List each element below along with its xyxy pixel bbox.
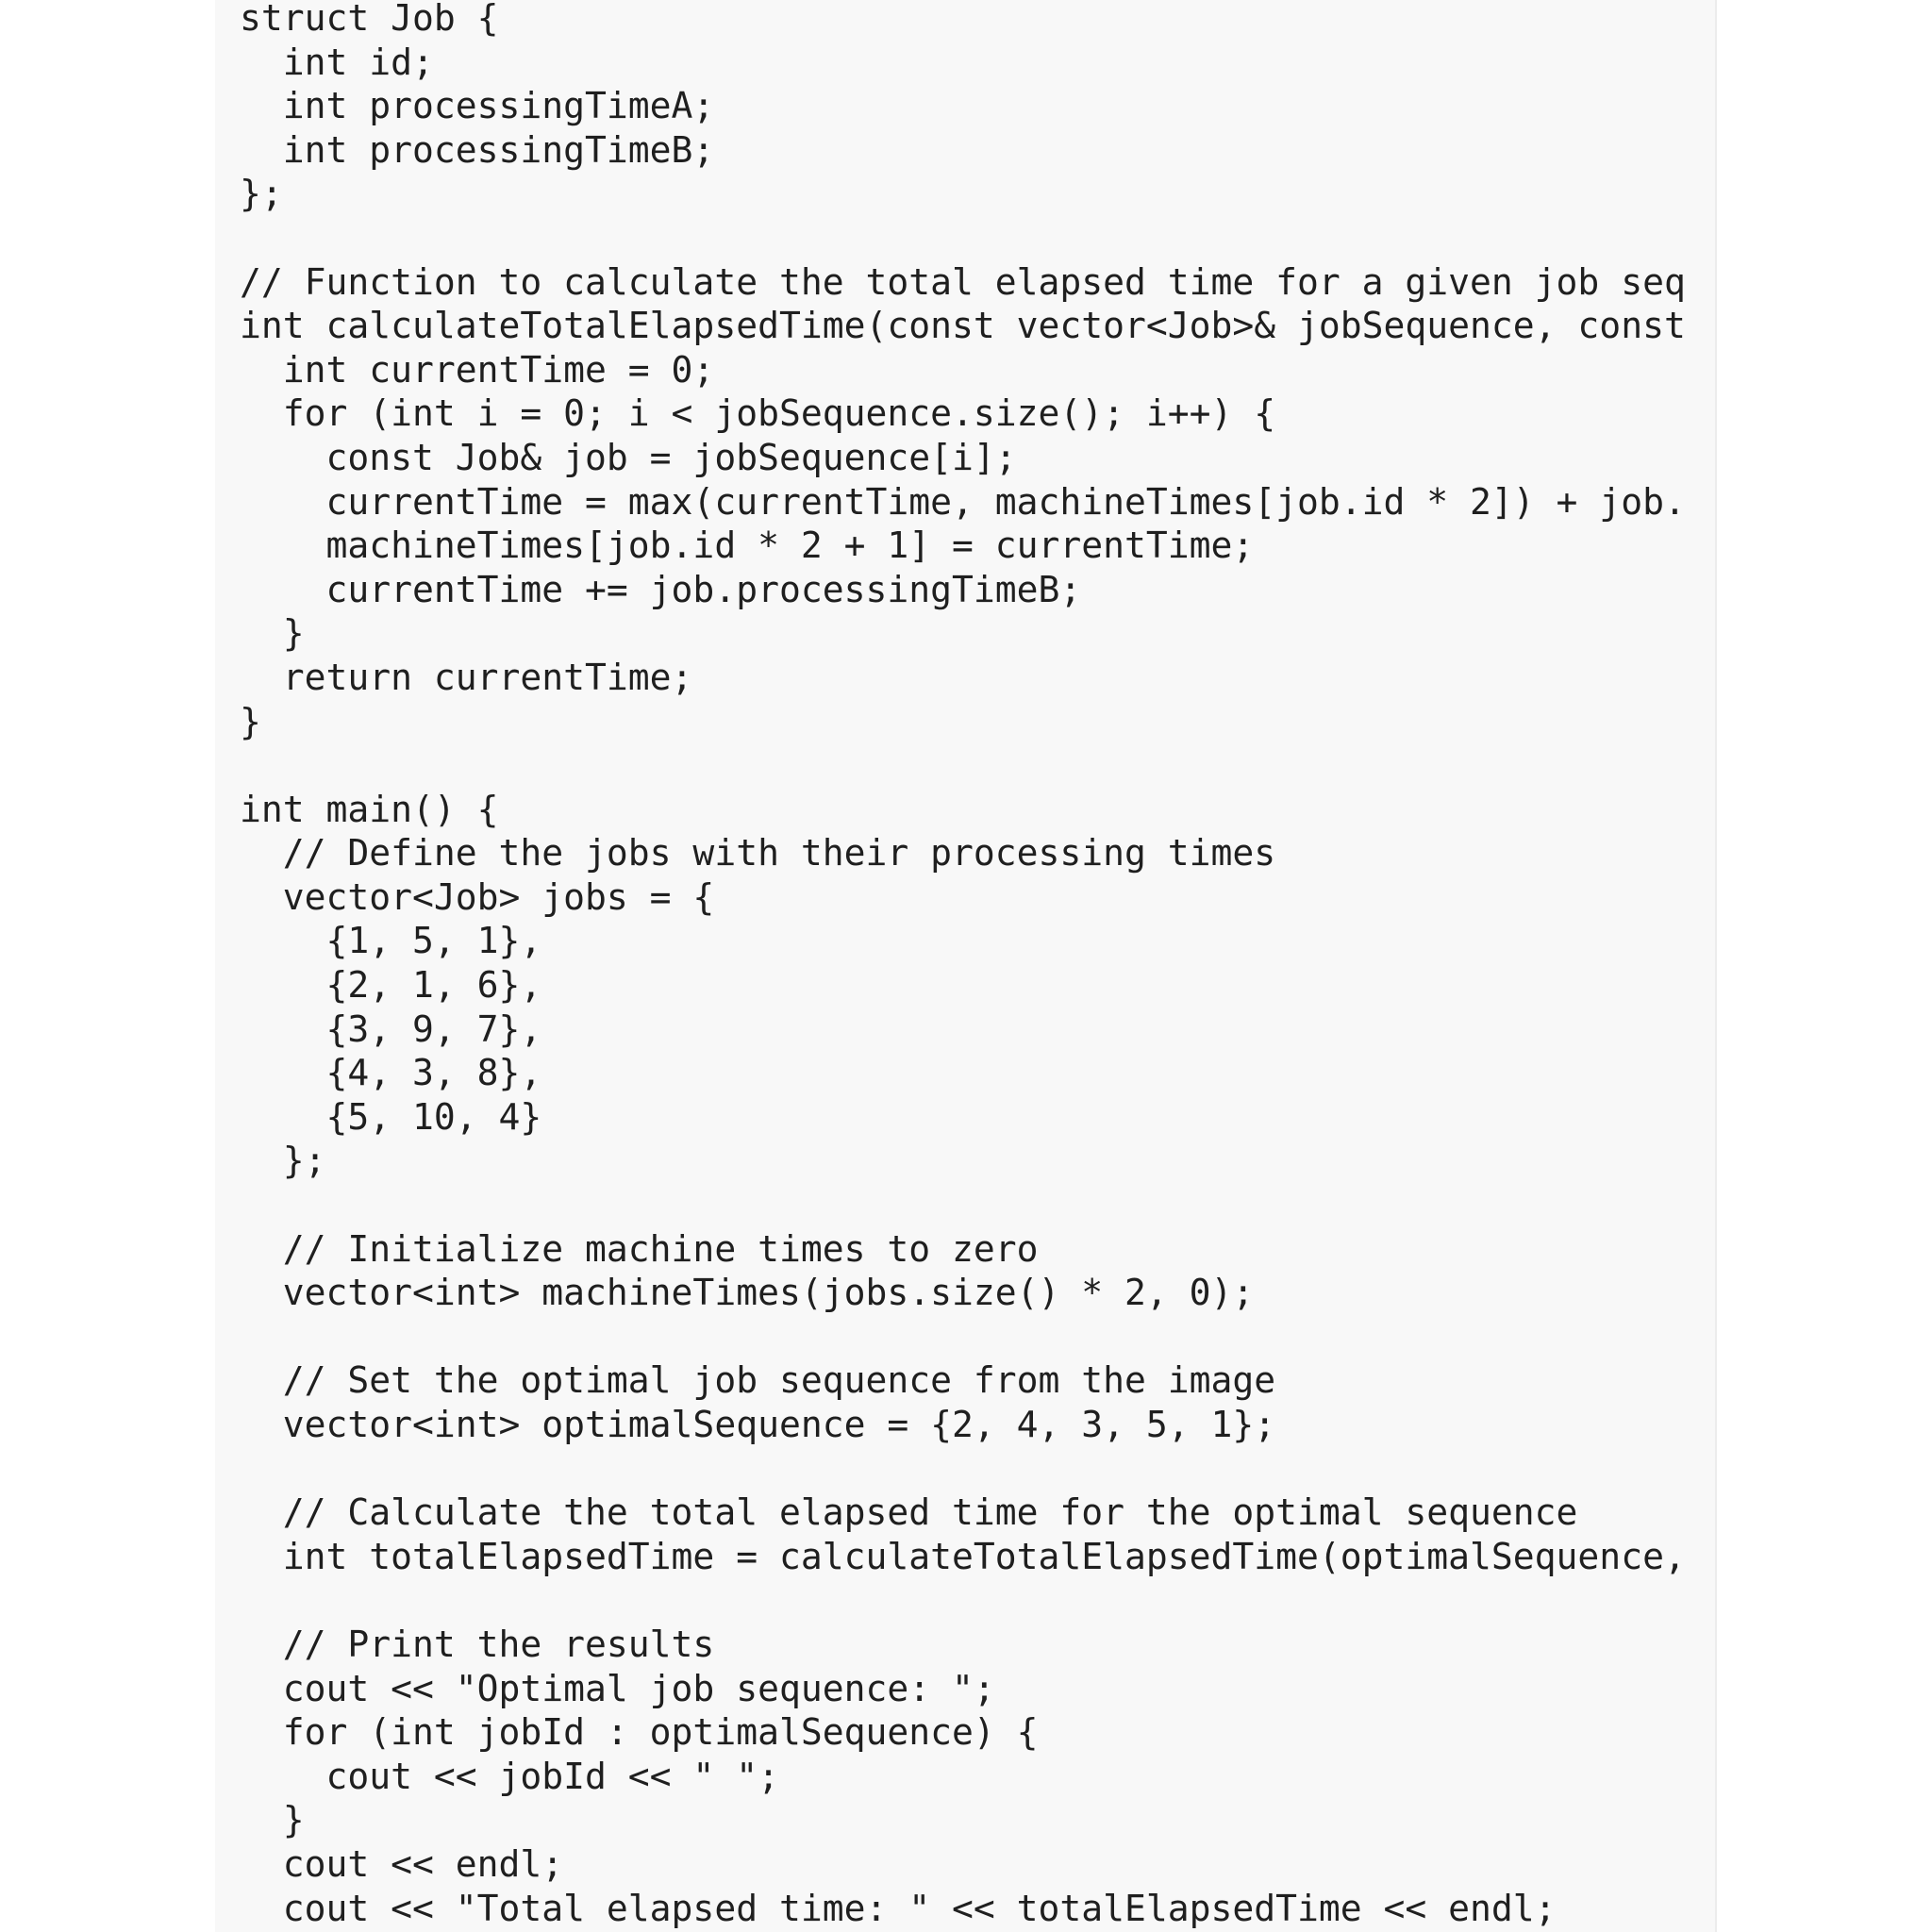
code-line-36: int totalElapsedTime = calculateTotalElapsedTime(optimalSequence, (240, 1535, 1686, 1577)
code-line-35: // Calculate the total elapsed time for the optimal sequence (240, 1491, 1578, 1534)
code-line-7: // Function to calculate the total elapsed time for a given job seq (240, 260, 1686, 303)
code-line-24: {3, 9, 7}, (240, 1008, 542, 1050)
code-line-20: // Define the jobs with their processing times (240, 832, 1276, 874)
code-line-18 (240, 743, 1686, 788)
code-line-32: // Set the optimal job sequence from the image (240, 1359, 1276, 1402)
code-line-30: vector<int> machineTimes(jobs.size() * 2, 0); (240, 1272, 1255, 1314)
code-line-43: cout << endl; (240, 1842, 564, 1885)
code-line-10: for (int i = 0; i < jobSequence.size(); i++) { (240, 392, 1276, 435)
code-line-21: vector<Job> jobs = { (240, 875, 715, 918)
code-line-25: {4, 3, 8}, (240, 1052, 542, 1094)
code-line-6 (240, 216, 1686, 260)
code-line-3: int processingTimeA; (240, 85, 715, 127)
code-line-8: int calculateTotalElapsedTime(const vector<Job>& jobSequence, const (240, 305, 1686, 347)
code-line-33: vector<int> optimalSequence = {2, 4, 3, 5, 1}; (240, 1404, 1276, 1445)
code-line-2: int id; (240, 41, 434, 83)
code-line-34 (240, 1447, 1686, 1491)
code-line-44: cout << "Total elapsed time: " << totalElapsedTime << endl; (240, 1887, 1557, 1929)
code-line-13: machineTimes[job.id * 2 + 1] = currentTime; (240, 525, 1255, 567)
code-line-41: cout << jobId << " "; (240, 1755, 779, 1797)
code-line-37 (240, 1578, 1686, 1623)
code-block (240, 0, 1686, 1930)
code-line-12: currentTime = max(currentTime, machineTimes[job.id * 2]) + job. (240, 480, 1686, 523)
code-line-11: const Job& job = jobSequence[i]; (240, 436, 1017, 478)
code-line-27: }; (240, 1140, 326, 1182)
code-block-panel (215, 0, 1717, 1932)
code-line-22: {1, 5, 1}, (240, 920, 542, 962)
code-line-19: int main() { (240, 788, 499, 830)
code-line-26: {5, 10, 4} (240, 1095, 542, 1138)
code-line-29: // Initialize machine times to zero (240, 1227, 1039, 1270)
code-line-14: currentTime += job.processingTimeB; (240, 568, 1082, 610)
code-line-38: // Print the results (240, 1623, 715, 1665)
code-line-17: } (240, 700, 261, 742)
code-line-15: } (240, 612, 305, 655)
code-line-40: for (int jobId : optimalSequence) { (240, 1711, 1039, 1754)
code-line-39: cout << "Optimal job sequence: "; (240, 1667, 995, 1709)
code-line-9: int currentTime = 0; (240, 348, 715, 391)
code-line-16: return currentTime; (240, 656, 693, 698)
code-line-31 (240, 1315, 1686, 1359)
code-line-23: {2, 1, 6}, (240, 964, 542, 1007)
code-line-1: struct Job { (240, 0, 499, 39)
code-line-42: } (240, 1799, 305, 1841)
code-line-28 (240, 1183, 1686, 1227)
code-line-4: int processingTimeB; (240, 128, 715, 171)
code-scroll-area[interactable] (215, 0, 1694, 1932)
code-line-5: }; (240, 173, 283, 215)
